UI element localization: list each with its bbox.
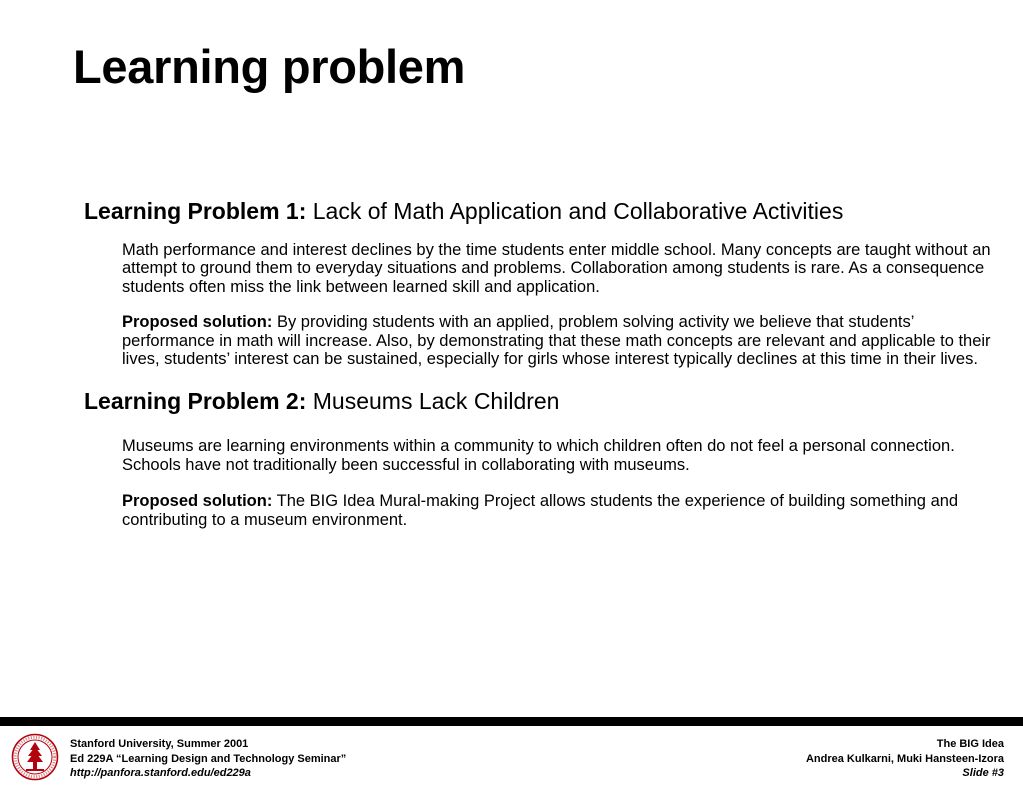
problem-1-heading-text: Lack of Math Application and Collaborative Activities	[312, 198, 844, 224]
footer-left	[70, 737, 346, 781]
slide-content	[84, 195, 999, 529]
problem-2-solution-lead: Proposed solution:	[122, 492, 273, 511]
problem-2-solution	[122, 492, 999, 529]
problem-1-description: Math performance and interest declines by the time students enter middle school. Many concepts are taught without an attempt to ground them to everyday situations and problems. Collaboration among students is rare. As a consequence students often miss the link between learned skill and application.	[122, 241, 991, 296]
problem-1-heading-lead: Learning Problem 1:	[84, 198, 307, 224]
slide-title: Learning problem	[73, 40, 466, 93]
footer-university: Stanford University, Summer 2001	[70, 738, 249, 750]
problem-2-description: Museums are learning environments within a community to which children often do not feel a personal connection. Schools have not traditionally been successful in collaborating with museums.	[122, 437, 955, 474]
footer-url-link[interactable]: http://panfora.stanford.edu/ed229a	[70, 767, 251, 779]
problem-2-solution-text: The BIG Idea Mural-making Project allows students the experience of building something and contributing to a museum environment.	[122, 492, 959, 529]
problem-1-solution	[122, 313, 999, 368]
problem-1-heading	[84, 195, 999, 227]
problem-2-heading	[84, 385, 999, 417]
footer-project-name: The BIG Idea	[936, 738, 1004, 750]
footer-course: Ed 229A “Learning Design and Technology Seminar”	[70, 752, 347, 765]
problem-2-heading-text: Museums Lack Children	[312, 388, 560, 415]
footer-right	[806, 737, 1004, 781]
stanford-seal-icon	[11, 733, 59, 781]
footer-divider-bar	[0, 717, 1023, 726]
problem-2-heading-lead: Learning Problem 2:	[84, 388, 307, 415]
problem-1-solution-lead: Proposed solution:	[122, 313, 273, 332]
footer-authors: Andrea Kulkarni, Muki Hansteen-Izora	[805, 752, 1004, 765]
footer-slide-number: Slide #3	[962, 767, 1004, 779]
problem-1-solution-text: By providing students with an applied, problem solving activity we believe that students’ performance in math will increase. Also, by demonstrating that these math concepts are relevant and applicable to their lives, students’ interest can be sustained, especially for girls whose interest typically declines at this time in their lives.	[122, 313, 991, 369]
